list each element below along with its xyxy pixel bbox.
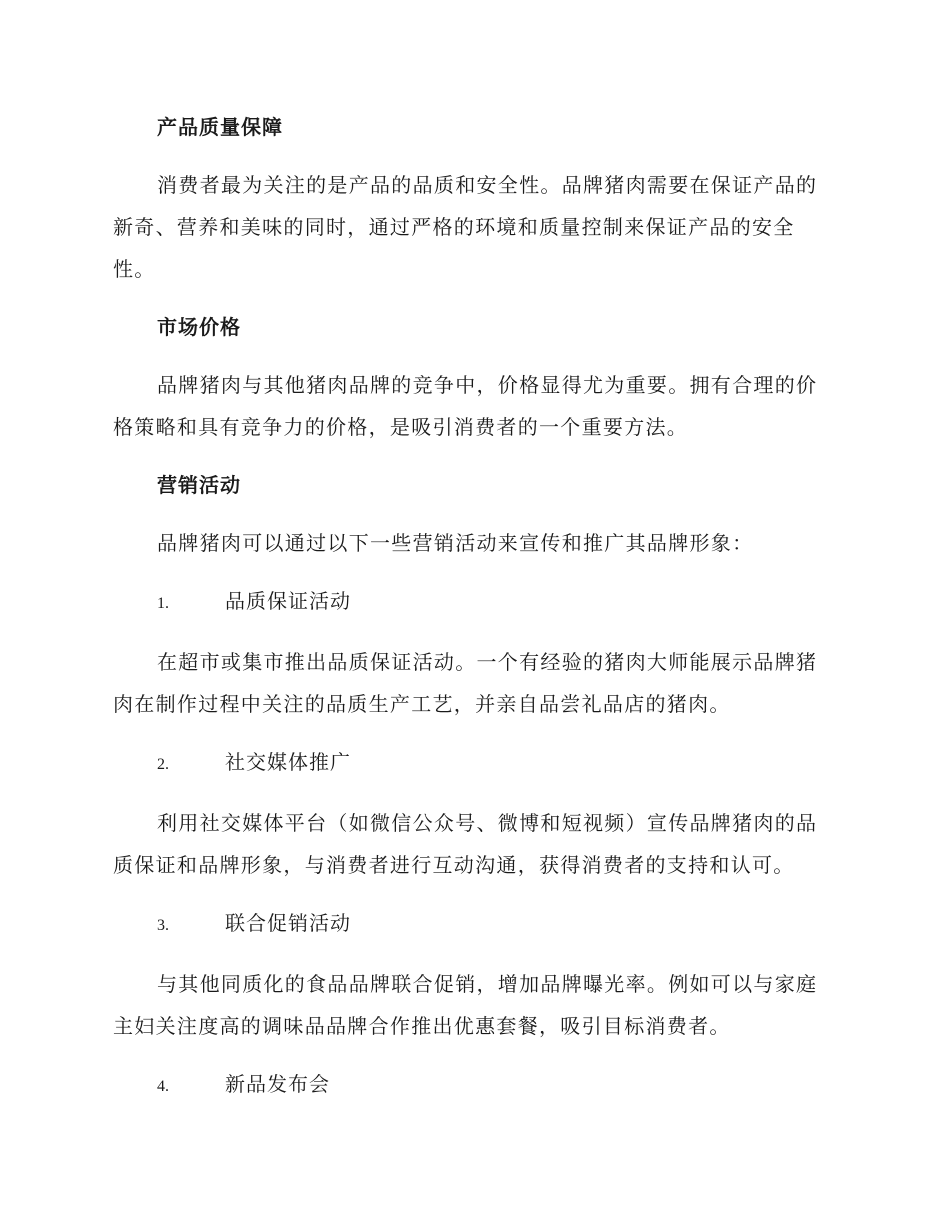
document-body <box>113 106 833 1124</box>
section-paragraph-quality: 消费者最为关注的是产品的品质和安全性。品牌猪肉需要在保证产品的新奇、营养和美味的同时，通过严格的环境和质量控制来保证产品的安全性。 <box>113 173 818 281</box>
list-title: 社交媒体推广 <box>225 750 351 774</box>
list-item-4 <box>113 1063 833 1108</box>
list-number: 2. <box>157 756 169 773</box>
list-title: 品质保证活动 <box>225 589 351 613</box>
list-item-1-description: 在超市或集市推出品质保证活动。一个有经验的猪肉大师能展示品牌猪肉在制作过程中关注的品质生产工艺，并亲自品尝礼品店的猪肉。 <box>113 650 818 716</box>
section-heading-price: 市场价格 <box>157 315 241 339</box>
list-item-2 <box>113 741 833 786</box>
list-item-3-description: 与其他同质化的食品品牌联合促销，增加品牌曝光率。例如可以与家庭主妇关注度高的调味品品牌合作推出优惠套餐，吸引目标消费者。 <box>113 972 818 1038</box>
list-title: 联合促销活动 <box>225 911 351 935</box>
list-number: 4. <box>157 1078 169 1095</box>
list-item-2-description: 利用社交媒体平台（如微信公众号、微博和短视频）宣传品牌猪肉的品质保证和品牌形象，与消费者进行互动沟通，获得消费者的支持和认可。 <box>113 811 818 877</box>
section-heading-quality: 产品质量保障 <box>157 115 283 139</box>
section-paragraph-price: 品牌猪肉与其他猪肉品牌的竞争中，价格显得尤为重要。拥有合理的价格策略和具有竞争力的价格，是吸引消费者的一个重要方法。 <box>113 373 818 439</box>
list-number: 3. <box>157 917 169 934</box>
list-item-3 <box>113 902 833 947</box>
section-heading-marketing: 营销活动 <box>157 473 241 497</box>
list-title: 新品发布会 <box>225 1072 330 1096</box>
section-paragraph-marketing: 品牌猪肉可以通过以下一些营销活动来宣传和推广其品牌形象： <box>157 531 754 555</box>
list-number: 1. <box>157 595 169 612</box>
list-item-1 <box>113 580 833 625</box>
